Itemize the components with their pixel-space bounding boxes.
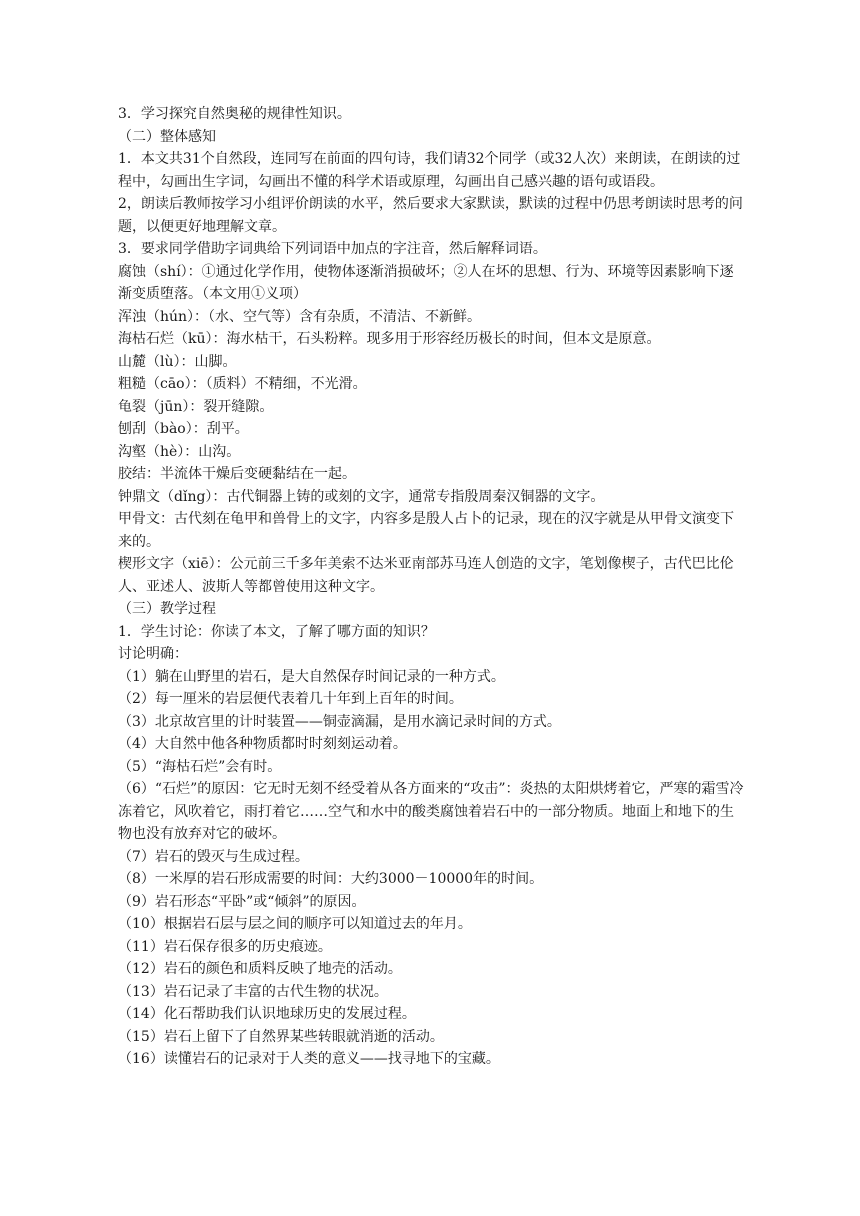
vocab-entry: 刨刮（bào）：刮平。 — [118, 421, 249, 437]
list-item: （2）每一厘米的岩层便代表着几十年到上百年的时间。 — [118, 691, 463, 707]
section-heading: （三）教学过程 — [118, 601, 216, 617]
vocab-entry: 海枯石烂（kū）：海水枯干，石头粉粹。现多用于形容经历极长的时间，但本文是原意。 — [118, 331, 661, 347]
vocab-entry: 沟壑（hè）：山沟。 — [118, 443, 241, 460]
list-item: （13）岩石记录了丰富的古代生物的状况。 — [118, 983, 388, 1000]
list-item: （12）岩石的颜色和质料反映了地壳的活动。 — [118, 961, 402, 977]
list-item: （6）“石烂”的原因：它无时无刻不经受着从各方面来的“攻击”：炎热的太阳烘烤着它，严寒的霜雪冷冻着它，风吹着它，雨打着它……空气和水中的酸类腐蚀着岩石中的一部分物质。地面上和地下的生物也没有放弃对它的破坏。 — [118, 781, 744, 842]
list-item: （3）北京故宫里的计时装置——铜壶滴漏，是用水滴记录时间的方式。 — [118, 713, 561, 730]
section-heading: （二）整体感知 — [118, 128, 216, 145]
paragraph: 3．要求同学借助字词典给下列词语中加点的字注音，然后解释词语。 — [118, 241, 547, 257]
list-item: （1）躺在山野里的岩石，是大自然保存时间记录的一种方式。 — [118, 668, 505, 685]
paragraph: 1．学生讨论：你读了本文，了解了哪方面的知识？ — [118, 623, 435, 640]
list-item: （10）根据岩石层与层之间的顺序可以知道过去的年月。 — [118, 916, 472, 932]
vocab-entry: 胶结：半流体干燥后变硬黏结在一起。 — [118, 466, 356, 482]
list-item: （4）大自然中他各种物质都时时刻刻运动着。 — [118, 736, 407, 752]
list-item: （14）化石帮助我们认识地球历史的发展过程。 — [118, 1006, 416, 1022]
list-item: （9）岩石形态“平卧”或“倾斜”的原因。 — [118, 893, 366, 910]
list-item: （16）读懂岩石的记录对于人类的意义——找寻地下的宝藏。 — [118, 1051, 500, 1067]
list-item: （7）岩石的毁灭与生成过程。 — [118, 848, 309, 865]
paragraph: 1．本文共31个自然段，连同写在前面的四句诗，我们请32个同学（或32人次）来朗读，在朗读的过程中，勾画出生字词，勾画出不懂的科学术语或原理，勾画出自己感兴趣的语句或语段。 — [118, 151, 741, 190]
paragraph: 讨论明确： — [118, 646, 188, 662]
text-line: 3．学习探究自然奥秘的规律性知识。 — [118, 106, 351, 122]
vocab-entry: 甲骨文：古代刻在龟甲和兽骨上的文字，内容多是殷人占卜的记录，现在的汉字就是从甲骨文演变下来的。 — [118, 511, 734, 550]
document-page — [118, 103, 746, 1071]
vocab-entry: 楔形文字（xiē）：公元前三千多年美索不达米亚南部苏马连人创造的文字，笔划像楔子，古代巴比伦人、亚述人、波斯人等都曾使用这种文字。 — [118, 556, 734, 595]
list-item: （5）“海枯石烂”会有时。 — [118, 758, 282, 775]
vocab-entry: 浑浊（hún）：（水、空气等）含有杂质，不清洁、不新鲜。 — [118, 308, 482, 325]
list-item: （8）一米厚的岩石形成需要的时间：大约3000－10000年的时间。 — [118, 871, 544, 887]
vocab-entry: 腐蚀（shí）：①通过化学作用，使物体逐渐消损破坏；②人在坏的思想、行为、环境等因素影响下逐渐变质堕落。（本文用①义项） — [118, 263, 734, 302]
vocab-entry: 山麓（lù）：山脚。 — [118, 353, 237, 370]
list-item: （11）岩石保存很多的历史痕迹。 — [118, 938, 332, 955]
vocab-entry: 钟鼎文（dǐng）：古代铜器上铸的或刻的文字，通常专指殷周秦汉铜器的文字。 — [118, 488, 605, 505]
paragraph: 2，朗读后教师按学习小组评价朗读的水平，然后要求大家默读，默读的过程中仍思考朗读时思考的问题，以便更好地理解文章。 — [118, 196, 743, 235]
vocab-entry: 龟裂（jūn）：裂开缝隙。 — [118, 398, 274, 415]
vocab-entry: 粗糙（cāo）：（质料）不精细，不光滑。 — [118, 376, 367, 392]
list-item: （15）岩石上留下了自然界某些转眼就消逝的活动。 — [118, 1028, 444, 1045]
